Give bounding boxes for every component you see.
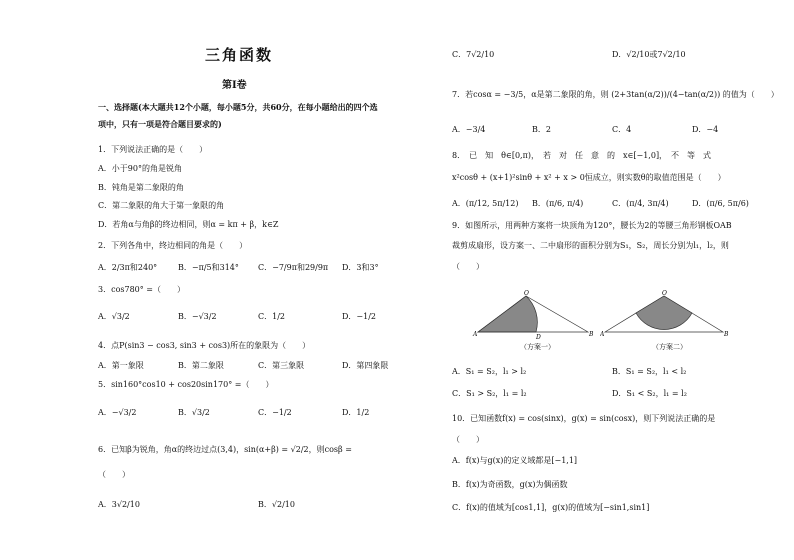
svg-text:B: B xyxy=(724,331,729,338)
q9-option-d: D．S₁ < S₂，l₁ = l₂ xyxy=(612,389,687,398)
part-heading: 第Ⅰ卷 xyxy=(222,80,247,91)
q10-paren: （ ） xyxy=(452,435,484,444)
q7-option-a: A．−3/4 xyxy=(452,125,486,134)
figure-two-caption: （方案二） xyxy=(652,343,687,351)
q2-option-a: A．2/3π和240° xyxy=(98,263,158,272)
section-heading-line2: 项中，只有一项是符合题目要求的) xyxy=(98,119,222,129)
q9-paren: （ ） xyxy=(452,262,484,271)
q2-option-d: D．3和3° xyxy=(342,263,379,272)
q5-stem: 5．sin160°cos10 + cos20sin170° =（ ） xyxy=(98,380,274,389)
svg-text:O: O xyxy=(524,290,529,297)
q10-option-b: B．f(x)为奇函数，g(x)为偶函数 xyxy=(452,480,568,489)
q6-option-c: C．7√2/10 xyxy=(452,50,495,59)
q9-option-c: C．S₁ > S₂，l₁ = l₂ xyxy=(452,389,527,398)
q1-option-d: D．若角α与角β的终边相同，则α = kπ + β，k∈Z xyxy=(98,220,279,229)
sector-shaded xyxy=(478,296,537,332)
q1-option-b: B．钝角是第二象限的角 xyxy=(98,183,184,192)
q4-stem: 4．点P(sin3 − cos3, sin3 + cos3)所在的象限为（ ） xyxy=(98,341,311,350)
q8-stem-line1: 8． 已 知 θ∈[0,π)， 若 对 任 意 的 x∈[−1,0]， 不 等 式 xyxy=(452,151,712,160)
figure-one-caption: （方案一） xyxy=(520,343,555,351)
q8-option-c: C．(π/4, 3π/4) xyxy=(612,199,669,208)
q5-option-d: D．1/2 xyxy=(342,408,370,417)
q5-option-a: A．−√3/2 xyxy=(98,408,137,417)
q4-option-a: A．第一象限 xyxy=(98,361,144,370)
q7-option-c: C．4 xyxy=(612,125,632,134)
q1-option-a: A．小于90°的角是锐角 xyxy=(98,164,182,173)
figure-scheme-two xyxy=(600,290,730,350)
page-title: 三角函数 xyxy=(205,46,274,64)
svg-text:A: A xyxy=(473,331,478,338)
q5-option-c: C．−1/2 xyxy=(258,408,292,417)
section-heading-line1: 一、选择题(本大题共12个小题，每小题5分，共60分，在每小题给出的四个选 xyxy=(98,102,378,112)
q9-option-a: A．S₁ = S₂，l₁ > l₂ xyxy=(452,367,527,376)
q7-stem: 7．若cosα = −3/5，α是第二象限的角，则 (2+3tan(α/2))/(4−tan(α/2)) 的值为（ ） xyxy=(452,90,779,99)
q6-option-a: A．3√2/10 xyxy=(98,500,140,509)
q8-option-b: B．(π/6, π/4) xyxy=(532,199,584,208)
q8-option-a: A．(π/12, 5π/12) xyxy=(452,199,519,208)
q6-option-b: B．√2/10 xyxy=(258,500,295,509)
q4-option-c: C．第三象限 xyxy=(258,361,305,370)
q7-option-b: B．2 xyxy=(532,125,551,134)
svg-text:B: B xyxy=(589,331,594,338)
q9-stem-line1: 9．如图所示，用两种方案将一块顶角为120°，腰长为2的等腰三角形钢板OAB xyxy=(452,221,732,230)
q2-stem: 2．下列各角中，终边相同的角是（ ） xyxy=(98,241,248,250)
q10-option-c: C．f(x)的值域为[cos1,1]，g(x)的值域为[−sin1,sin1] xyxy=(452,503,650,512)
q3-option-b: B．−√3/2 xyxy=(178,312,217,321)
q3-stem: 3．cos780° =（ ） xyxy=(98,285,186,294)
q1-stem: 1．下列说法正确的是（ ） xyxy=(98,145,208,154)
q2-option-b: B．−π/5和314° xyxy=(178,263,239,272)
q5-option-b: B．√3/2 xyxy=(178,408,210,417)
q7-option-d: D．−4 xyxy=(692,125,719,134)
q1-option-c: C．第二象限的角大于第一象限的角 xyxy=(98,201,225,210)
svg-text:O: O xyxy=(662,290,667,297)
q6-stem: 6．已知β为锐角，角α的终边过点(3,4)，sin(α+β) = √2/2，则cosβ = xyxy=(98,445,352,454)
q9-option-b: B．S₁ = S₂，l₁ < l₂ xyxy=(612,367,687,376)
q8-stem-line2: x²cosθ + (x+1)²sinθ + x² + x > 0恒成立，则实数θ的取值范围是（ ） xyxy=(452,173,726,182)
q4-option-b: B．第二象限 xyxy=(178,361,224,370)
q2-option-c: C．−7/9π和29/9π xyxy=(258,263,329,272)
q6-option-d: D．√2/10或7√2/10 xyxy=(612,50,686,59)
q3-option-a: A．√3/2 xyxy=(98,312,130,321)
svg-text:D: D xyxy=(536,334,541,341)
q6-paren: （ ） xyxy=(98,470,130,479)
q10-option-a: A．f(x)与g(x)的定义域都是[−1,1] xyxy=(452,456,578,465)
svg-text:A: A xyxy=(600,331,605,338)
sector-shaded xyxy=(636,296,692,330)
q9-stem-line2: 裁剪成扇形，设方案一、二中扇形的面积分别为S₁，S₂，周长分别为l₁，l₂，则 xyxy=(452,241,729,250)
q3-option-d: D．−1/2 xyxy=(342,312,376,321)
q10-stem: 10．已知函数f(x) = cos(sinx)，g(x) = sin(cosx)，则下列说法正确的是 xyxy=(452,414,716,423)
q3-option-c: C．1/2 xyxy=(258,312,285,321)
q8-option-d: D．(π/6, 5π/6) xyxy=(692,199,749,208)
q4-option-d: D．第四象限 xyxy=(342,361,389,370)
figure-scheme-one xyxy=(468,290,598,350)
